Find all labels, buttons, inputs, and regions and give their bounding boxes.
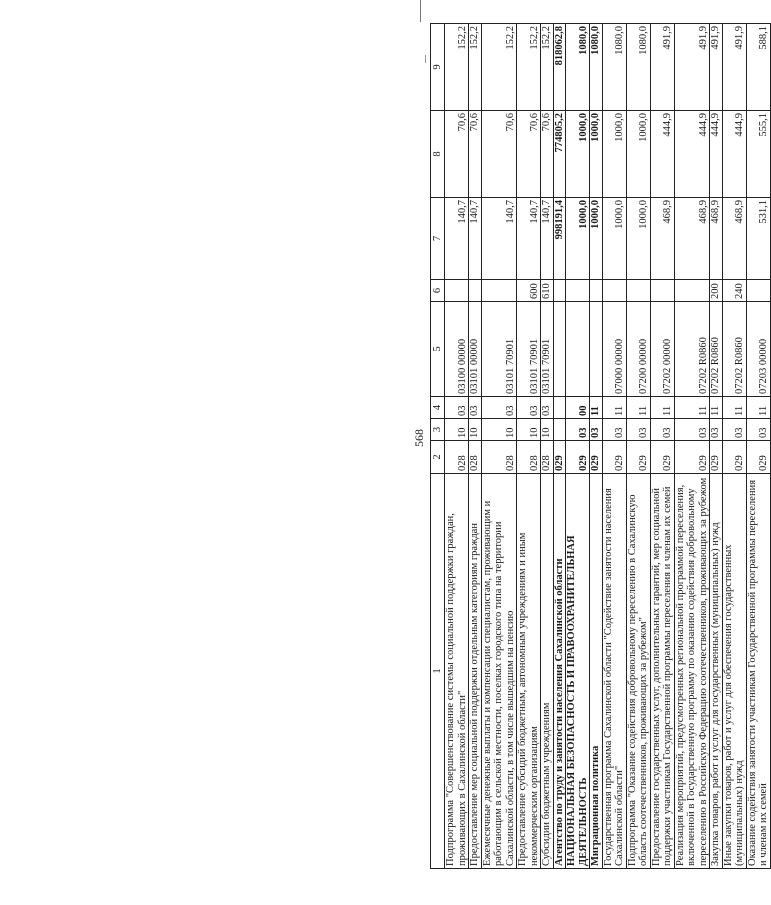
name-cell: Оказание содействия занятости участникам Государственной программы переселения и членам их семей (746, 474, 770, 869)
amount-cell: 152,2 (517, 24, 541, 111)
amount-cell: 491,9 (710, 24, 723, 111)
subsection-cell (553, 397, 566, 419)
expense-type-cell: 610 (541, 280, 554, 302)
admin-code-cell: 028 (481, 441, 517, 474)
amount-cell: 468,9 (650, 198, 674, 280)
name-cell: Агентство по труду и занятости населения Сахалинской области (553, 474, 566, 869)
amount-cell: 444,9 (650, 111, 674, 198)
expense-type-cell (481, 280, 517, 302)
name-cell: Реализация мероприятий, предусмотренных региональной программой переселения, включенной в Государственную программу по оказанию содействия добровольному переселению в Российскую Федерацию соотечественников, проживающих за рубежом (674, 474, 710, 869)
table-body (431, 24, 771, 869)
amount-cell: 1080,0 (590, 24, 603, 111)
section-cell: 03 (674, 419, 710, 441)
section-cell: 10 (541, 419, 554, 441)
name-cell: Иные закупки товаров, работ и услуг для обеспечения государственных (муниципальных) нужд (722, 474, 746, 869)
budget-table (430, 23, 771, 869)
amount-cell: 531,1 (746, 198, 770, 280)
subsection-cell: 11 (674, 397, 710, 419)
amount-cell: 1000,0 (626, 198, 650, 280)
expense-type-cell (650, 280, 674, 302)
target-article-cell (566, 302, 590, 397)
amount-cell: 70,6 (445, 111, 469, 198)
table-row (710, 24, 723, 869)
section-cell: 03 (710, 419, 723, 441)
amount-cell: 1000,0 (590, 198, 603, 280)
subsection-cell: 03 (445, 397, 469, 419)
table-row (722, 24, 746, 869)
admin-code-cell: 028 (517, 441, 541, 474)
section-cell: 03 (566, 419, 590, 441)
table-row (746, 24, 770, 869)
admin-code-cell: 029 (710, 441, 723, 474)
table-row (566, 24, 590, 869)
header-cell: 6 (431, 280, 445, 302)
subsection-cell: 03 (469, 397, 482, 419)
admin-code-cell: 029 (602, 441, 626, 474)
section-cell: 03 (722, 419, 746, 441)
target-article-cell: 07202 00000 (650, 302, 674, 397)
amount-cell: 491,9 (650, 24, 674, 111)
admin-code-cell: 029 (746, 441, 770, 474)
expense-type-cell (746, 280, 770, 302)
target-article-cell: 03101 70901 (541, 302, 554, 397)
name-cell: Закупка товаров, работ и услуг для государственных (муниципальных) нужд (710, 474, 723, 869)
expense-type-cell (674, 280, 710, 302)
target-article-cell: 03101 00000 (469, 302, 482, 397)
amount-cell: 140,7 (481, 198, 517, 280)
amount-cell: 1000,0 (566, 111, 590, 198)
header-cell: 9 (431, 24, 445, 111)
amount-cell: 444,9 (674, 111, 710, 198)
subsection-cell: 11 (722, 397, 746, 419)
admin-code-cell: 028 (469, 441, 482, 474)
amount-cell: 444,9 (722, 111, 746, 198)
admin-code-cell: 029 (626, 441, 650, 474)
section-cell: 03 (650, 419, 674, 441)
subsection-cell: 03 (481, 397, 517, 419)
header-cell: 1 (431, 474, 445, 869)
amount-cell: 998191,4 (553, 198, 566, 280)
name-cell: Государственная программа Сахалинской области "Содействие занятости населения Сахалинской области" (602, 474, 626, 869)
subsection-cell: 11 (710, 397, 723, 419)
amount-cell: 140,7 (469, 198, 482, 280)
expense-type-cell (566, 280, 590, 302)
amount-cell: 1080,0 (566, 24, 590, 111)
amount-cell: 468,9 (722, 198, 746, 280)
target-article-cell: 07202 R0860 (674, 302, 710, 397)
section-cell: 03 (626, 419, 650, 441)
expense-type-cell (602, 280, 626, 302)
name-cell: Предоставление субсидий бюджетным, автономным учреждениям и иным некоммерческим организациям (517, 474, 541, 869)
name-cell: Подпрограмма "Совершенствование системы социальной поддержки граждан, проживающих в Сахалинской области" (445, 474, 469, 869)
admin-code-cell: 028 (445, 441, 469, 474)
expense-type-cell: 600 (517, 280, 541, 302)
section-cell: 10 (469, 419, 482, 441)
admin-code-cell: 029 (553, 441, 566, 474)
amount-cell: 491,9 (674, 24, 710, 111)
name-cell: НАЦИОНАЛЬНАЯ БЕЗОПАСНОСТЬ И ПРАВООХРАНИТЕЛЬНАЯ ДЕЯТЕЛЬНОСТЬ (566, 474, 590, 869)
name-cell: Подпрограмма "Оказание содействия добровольному переселению в Сахалинскую область соотечественников, проживающих за рубежом" (626, 474, 650, 869)
header-cell: 7 (431, 198, 445, 280)
amount-cell: 468,9 (710, 198, 723, 280)
amount-cell: 140,7 (541, 198, 554, 280)
target-article-cell (553, 302, 566, 397)
subsection-cell: 00 (566, 397, 590, 419)
subsection-cell: 11 (746, 397, 770, 419)
section-cell: 03 (590, 419, 603, 441)
page-number: 568 (412, 429, 426, 447)
expense-type-cell: 200 (710, 280, 723, 302)
section-cell: 03 (602, 419, 626, 441)
name-cell: Ежемесячные денежные выплаты и компенсации специалистам, проживающим и работающим в сельской местности, поселках городского типа на территории Сахалинской области, в том числе вышедшим на пенсию (481, 474, 517, 869)
admin-code-cell: 028 (541, 441, 554, 474)
target-article-cell: 03100 00000 (445, 302, 469, 397)
name-cell: Миграционная политика (590, 474, 603, 869)
expense-type-cell (590, 280, 603, 302)
admin-code-cell: 029 (722, 441, 746, 474)
section-cell: 10 (481, 419, 517, 441)
target-article-cell: 07202 R0860 (722, 302, 746, 397)
amount-cell: 152,2 (445, 24, 469, 111)
table-row (674, 24, 710, 869)
target-article-cell: 03101 70901 (481, 302, 517, 397)
target-article-cell: 07000 00000 (602, 302, 626, 397)
amount-cell: 468,9 (674, 198, 710, 280)
expense-type-cell (469, 280, 482, 302)
target-article-cell: 07202 R0860 (710, 302, 723, 397)
name-cell: Предоставление государственных услуг, дополнительных гарантий, мер социальной поддержки участникам Государственной программы переселения и членам их семей (650, 474, 674, 869)
amount-cell: 152,2 (469, 24, 482, 111)
amount-cell: 774805,2 (553, 111, 566, 198)
target-article-cell: 07200 00000 (626, 302, 650, 397)
admin-code-cell: 029 (566, 441, 590, 474)
amount-cell: 152,2 (481, 24, 517, 111)
amount-cell: 1000,0 (566, 198, 590, 280)
amount-cell: 818062,8 (553, 24, 566, 111)
expense-type-cell (626, 280, 650, 302)
subsection-cell: 11 (602, 397, 626, 419)
amount-cell: 70,6 (541, 111, 554, 198)
table-row (517, 24, 541, 869)
expense-type-cell (553, 280, 566, 302)
header-cell: 3 (431, 419, 445, 441)
section-cell: 03 (746, 419, 770, 441)
table-row (541, 24, 554, 869)
target-article-cell (590, 302, 603, 397)
amount-cell: 588,1 (746, 24, 770, 111)
name-cell: Предоставление мер социальной поддержки отдельным категориям граждан (469, 474, 482, 869)
amount-cell: 70,6 (517, 111, 541, 198)
table-row (590, 24, 603, 869)
table-row (650, 24, 674, 869)
subsection-cell: 11 (626, 397, 650, 419)
amount-cell: 444,9 (710, 111, 723, 198)
amount-cell: 1000,0 (626, 111, 650, 198)
admin-code-cell: 029 (650, 441, 674, 474)
table-row (626, 24, 650, 869)
table-row (481, 24, 517, 869)
amount-cell: 1080,0 (602, 24, 626, 111)
header-cell: 4 (431, 397, 445, 419)
header-cell: 2 (431, 441, 445, 474)
table-row (602, 24, 626, 869)
amount-cell: 555,1 (746, 111, 770, 198)
section-cell: 10 (445, 419, 469, 441)
amount-cell: 152,2 (541, 24, 554, 111)
amount-cell: 140,7 (445, 198, 469, 280)
section-cell (553, 419, 566, 441)
table-row (469, 24, 482, 869)
admin-code-cell: 029 (590, 441, 603, 474)
amount-cell: 1000,0 (602, 111, 626, 198)
header-cell: 8 (431, 111, 445, 198)
subsection-cell: 11 (590, 397, 603, 419)
target-article-cell: 07203 00000 (746, 302, 770, 397)
amount-cell: 1000,0 (602, 198, 626, 280)
amount-cell: 70,6 (469, 111, 482, 198)
header-cell: 5 (431, 302, 445, 397)
amount-cell: 1000,0 (590, 111, 603, 198)
subsection-cell: 11 (650, 397, 674, 419)
subsection-cell: 03 (541, 397, 554, 419)
amount-cell: 70,6 (481, 111, 517, 198)
subsection-cell: 03 (517, 397, 541, 419)
amount-cell: 140,7 (517, 198, 541, 280)
amount-cell: 491,9 (722, 24, 746, 111)
header-row (431, 24, 445, 869)
amount-cell: 1080,0 (626, 24, 650, 111)
table-row (553, 24, 566, 869)
expense-type-cell (445, 280, 469, 302)
admin-code-cell: 029 (674, 441, 710, 474)
name-cell: Субсидии бюджетным учреждениям (541, 474, 554, 869)
table-row (445, 24, 469, 869)
target-article-cell: 03101 70901 (517, 302, 541, 397)
expense-type-cell: 240 (722, 280, 746, 302)
section-cell: 10 (517, 419, 541, 441)
